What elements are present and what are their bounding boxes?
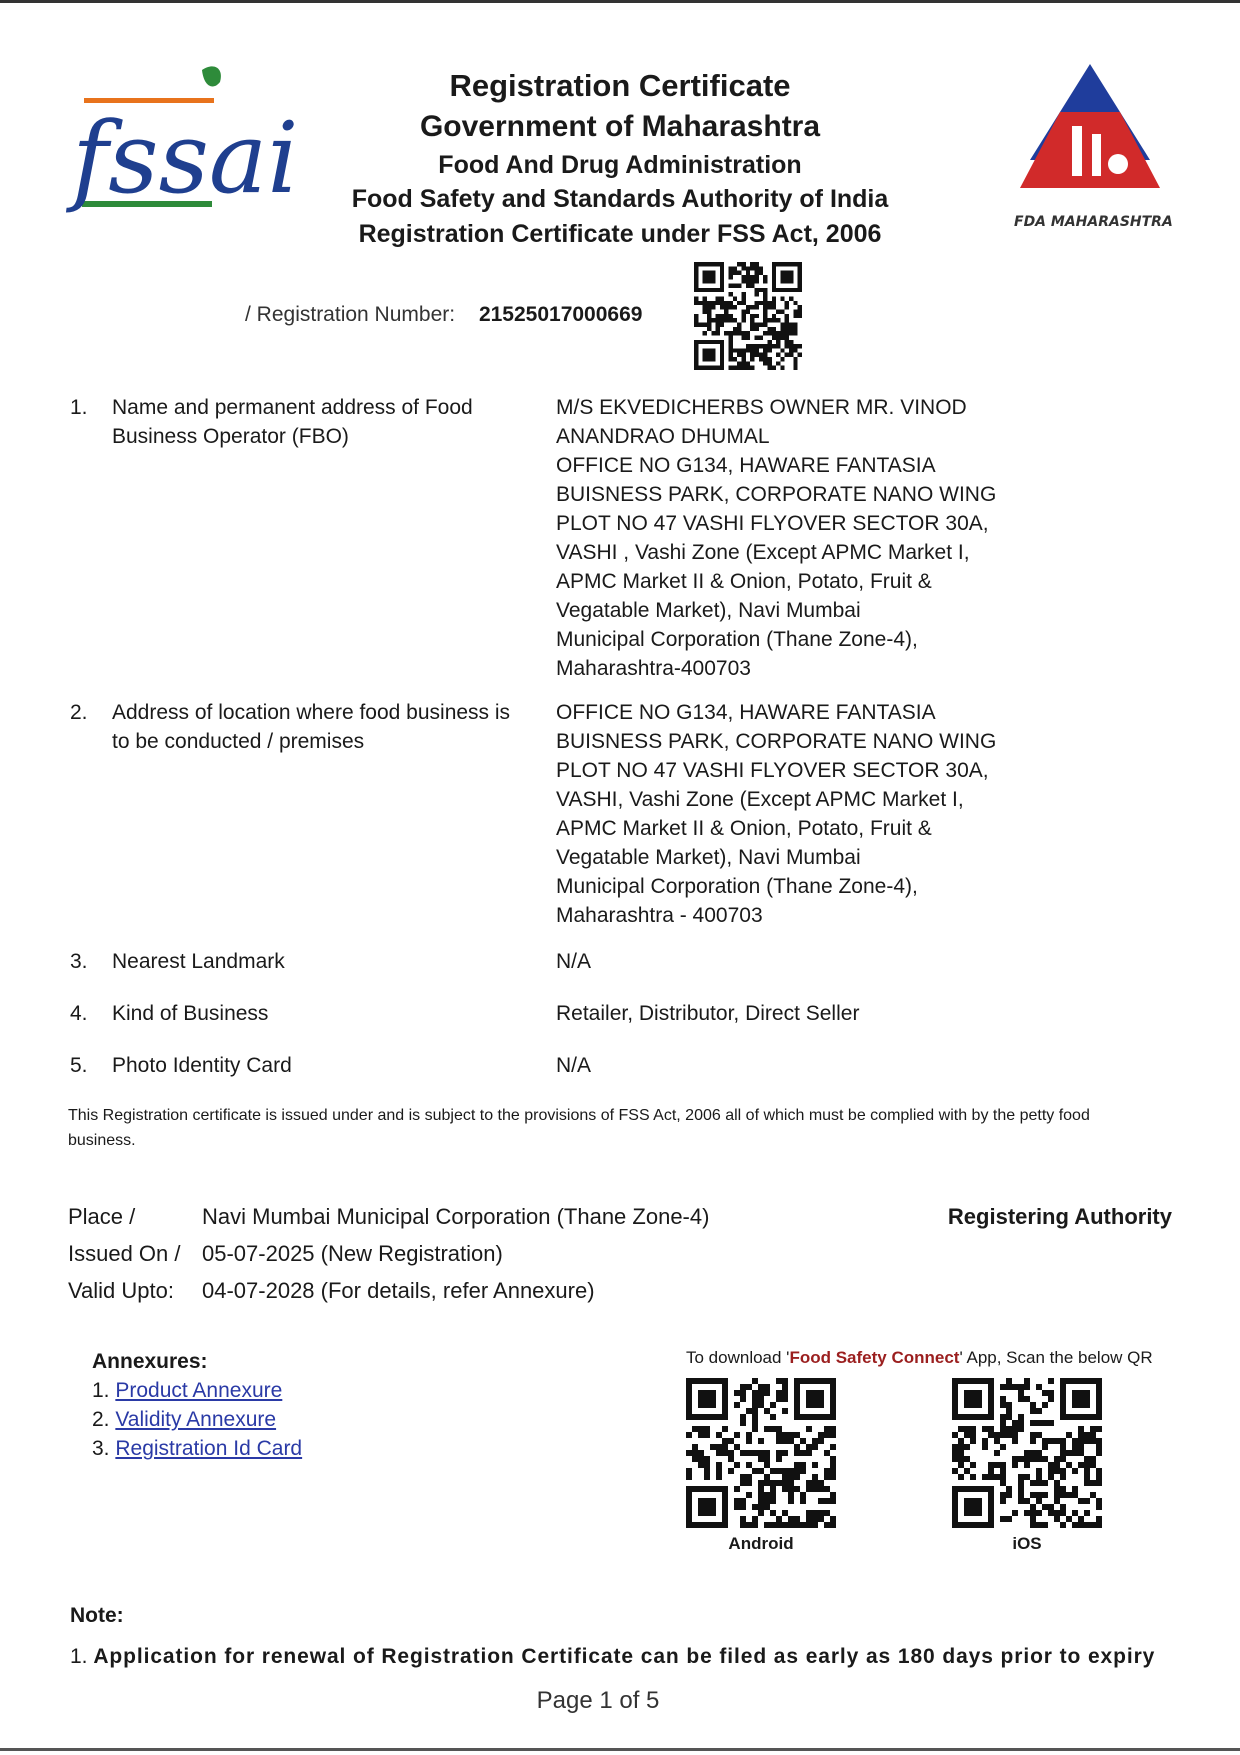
detail-value-line: APMC Market II & Onion, Potato, Fruit & — [556, 817, 932, 840]
detail-number: 5. — [70, 1054, 88, 1077]
issued-on-label: Issued On / — [68, 1241, 181, 1266]
authority-name: Food Safety and Standards Authority of India — [351, 185, 889, 213]
detail-value-line: N/A — [556, 950, 592, 973]
registration-number-row — [245, 303, 642, 327]
fda-logo-text: FDA MAHARASHTRA — [1014, 214, 1173, 230]
detail-value-line: Vegatable Market), Navi Mumbai — [556, 846, 861, 869]
place-value: Navi Mumbai Municipal Corporation (Thane Zone-4) — [202, 1204, 710, 1229]
detail-number: 1. — [70, 396, 88, 419]
android-label: Android — [728, 1534, 794, 1553]
page-number: Page 1 of 5 — [536, 1687, 660, 1714]
annexure-item: 3. Registration Id Card — [92, 1437, 303, 1460]
detail-value-line: Maharashtra-400703 — [556, 657, 751, 680]
detail-number: 3. — [70, 950, 88, 973]
note-title: Note: — [70, 1604, 124, 1627]
place-label: Place / — [68, 1204, 136, 1229]
detail-label: Photo Identity Card — [112, 1054, 292, 1077]
detail-value — [556, 1051, 1026, 1080]
act-title: Registration Certificate under FSS Act, 2006 — [358, 220, 882, 248]
fssai-logo — [64, 60, 299, 240]
detail-value-line: BUISNESS PARK, CORPORATE NANO WING — [556, 483, 997, 506]
top-border — [0, 0, 1240, 3]
registration-id-card-link[interactable]: Registration Id Card — [115, 1437, 303, 1460]
detail-value-line: Municipal Corporation (Thane Zone-4), — [556, 875, 918, 898]
registering-authority: Registering Authority — [947, 1204, 1172, 1229]
detail-value — [556, 393, 1026, 683]
ios-app-qr-code[interactable] — [952, 1378, 1102, 1528]
ios-label: iOS — [1012, 1534, 1042, 1553]
detail-value — [556, 698, 1026, 930]
certificate-header — [300, 66, 940, 252]
detail-label: Nearest Landmark — [112, 950, 285, 973]
detail-value-line: N/A — [556, 1054, 592, 1077]
fssai-logo-text: fssai — [72, 102, 299, 216]
issued-on-value: 05-07-2025 (New Registration) — [202, 1241, 503, 1266]
registration-qr-code — [694, 262, 802, 370]
detail-value — [556, 999, 1026, 1028]
app-download-text: To download 'Food Safety Connect' App, Scan the below QR — [686, 1348, 1153, 1367]
legal-notice: This Registration certificate is issued under and is subject to the provisions of FSS Act, 2006 all of which must be complied with by the petty food business. — [68, 1107, 1090, 1149]
android-app-qr-code[interactable] — [686, 1378, 836, 1528]
fda-maharashtra-logo — [1010, 60, 1173, 240]
detail-value-line: OFFICE NO G134, HAWARE FANTASIA — [556, 701, 936, 724]
detail-label: Address of location where food business is to be conducted / premises — [112, 701, 511, 753]
note-item-text: Application for renewal of Registration Certificate can be filed as early as 180 days prior to expiry — [93, 1645, 1156, 1668]
note-item: 1. Application for renewal of Registration Certificate can be filed as early as 180 days prior to expiry — [70, 1645, 1156, 1668]
valid-upto-label: Valid Upto: — [68, 1278, 174, 1303]
bottom-border — [0, 1748, 1240, 1751]
detail-value-line: Maharashtra - 400703 — [556, 904, 763, 927]
detail-value-line: PLOT NO 47 VASHI FLYOVER SECTOR 30A, — [556, 512, 989, 535]
annexure-item: 2. Validity Annexure — [92, 1408, 277, 1431]
product-annexure-link[interactable]: Product Annexure — [115, 1379, 283, 1402]
detail-value-line: Vegatable Market), Navi Mumbai — [556, 599, 861, 622]
detail-value-line: PLOT NO 47 VASHI FLYOVER SECTOR 30A, — [556, 759, 989, 782]
validity-annexure-link[interactable]: Validity Annexure — [115, 1408, 277, 1431]
detail-label: Kind of Business — [112, 1002, 269, 1025]
detail-value-line: APMC Market II & Onion, Potato, Fruit & — [556, 570, 932, 593]
annexures-title: Annexures: — [92, 1350, 208, 1373]
detail-value-line: VASHI, Vashi Zone (Except APMC Market I, — [556, 788, 964, 811]
registration-number-value: 21525017000669 — [478, 303, 643, 326]
certificate-title: Registration Certificate — [449, 68, 791, 103]
annexures — [92, 1347, 302, 1463]
detail-value-line: Municipal Corporation (Thane Zone-4), — [556, 628, 918, 651]
detail-label: Name and permanent address of Food Business Operator (FBO) — [112, 396, 473, 448]
detail-number: 4. — [70, 1002, 88, 1025]
detail-value-line: M/S EKVEDICHERBS OWNER MR. VINOD — [556, 396, 967, 419]
detail-value-line: ANANDRAO DHUMAL — [556, 425, 770, 448]
detail-value-line: BUISNESS PARK, CORPORATE NANO WING — [556, 730, 997, 753]
detail-value-line: OFFICE NO G134, HAWARE FANTASIA — [556, 454, 936, 477]
registration-number-label: / Registration Number: — [245, 303, 456, 326]
detail-number: 2. — [70, 701, 88, 724]
detail-value-line: Retailer, Distributor, Direct Seller — [556, 1002, 860, 1025]
valid-upto-value: 04-07-2028 (For details, refer Annexure) — [202, 1278, 595, 1303]
department-name: Food And Drug Administration — [438, 151, 802, 179]
app-name: Food Safety Connect — [789, 1348, 960, 1367]
annexure-item: 1. Product Annexure — [92, 1379, 283, 1402]
detail-value-line: VASHI , Vashi Zone (Except APMC Market I, — [556, 541, 970, 564]
detail-value — [556, 947, 1026, 976]
government-name: Government of Maharashtra — [419, 110, 821, 143]
